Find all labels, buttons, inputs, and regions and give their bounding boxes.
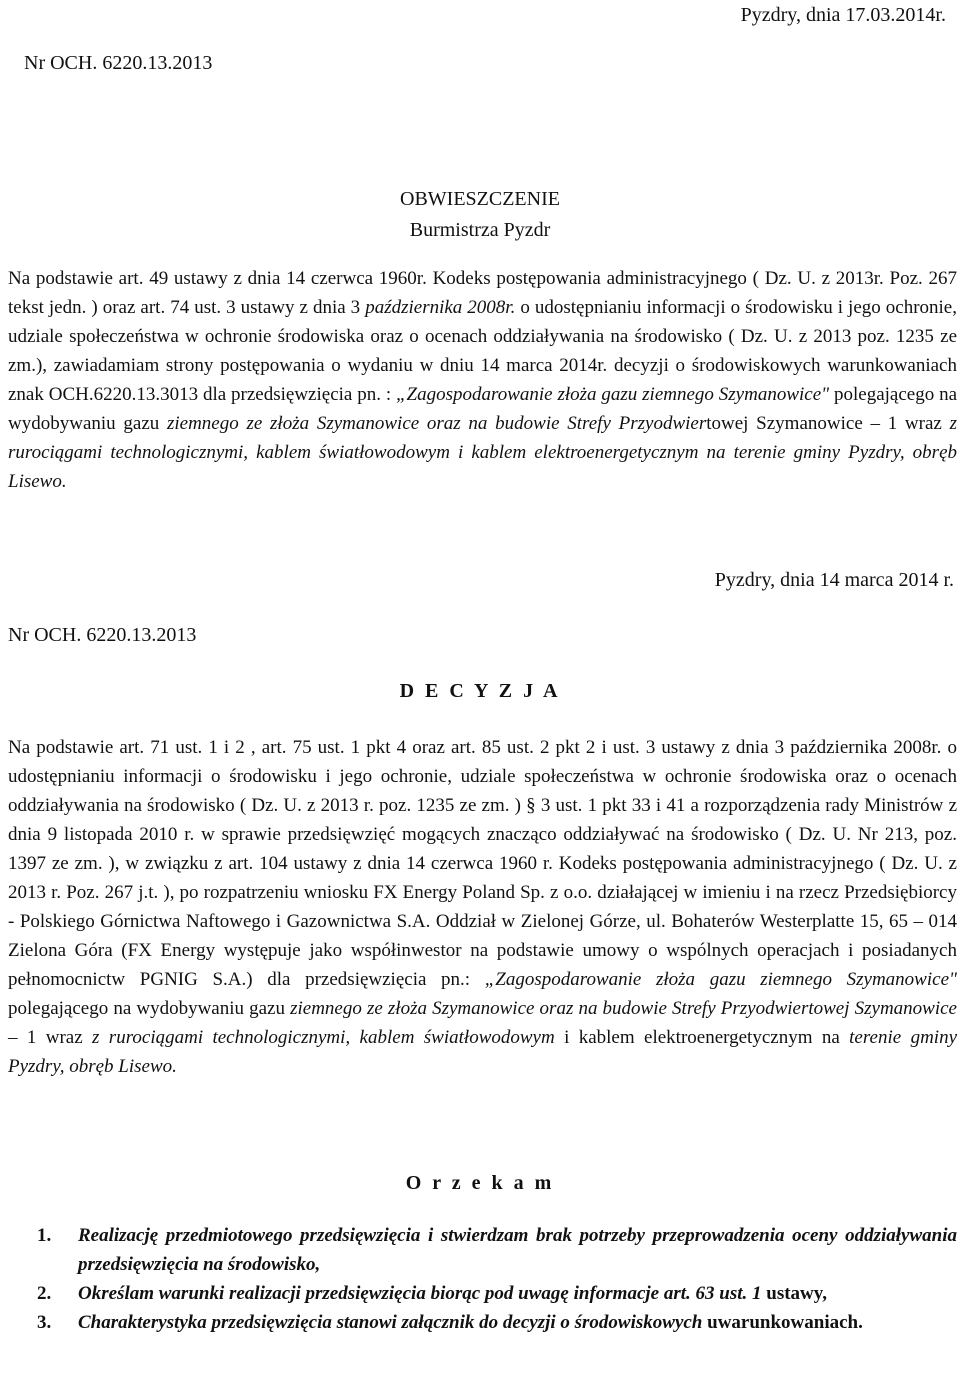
decision-title: D E C Y Z J A — [399, 680, 561, 702]
list-item-number: 3. — [37, 1312, 52, 1333]
list-item-tail: ustawy, — [761, 1283, 827, 1304]
list-item — [37, 1279, 957, 1308]
decision-reference-number: Nr OCH. 6220.13.2013 — [8, 624, 197, 646]
announcement-text-middle: o udostępnianiu informacji o środowisku i jego ochronie, udziale społeczeństwa w ochronie środowiska oraz o ocenach oddziaływania na środowisko ( Dz. U. z 2013 poz. 1235 ze zm.), zawiadamiam strony postępowania o wydaniu w dniu 14 marca 2014r. decyzji o środowiskowych warunkowaniach znak OCH.6220.13.3013 dla przedsięwzięcia pn. : — [8, 297, 957, 405]
list-item-text: Określam warunki realizacji przedsięwzięcia biorąc pod uwagę informacje art. 63 ust. 1 — [78, 1283, 762, 1304]
announcement-text-italic-3: z rurociągami technologicznymi, kablem światłowodowym i kablem elektroenergetycznym na terenie gminy Pyzdry, obręb Lisewo. — [8, 413, 957, 492]
list-item-text: Realizację przedmiotowego przedsięwzięcia i stwierdzam brak potrzeby przeprowadzenia oceny oddziaływania przedsięwzięcia na środowisko, — [78, 1225, 957, 1275]
announcement-heading — [0, 184, 960, 246]
decision-text-mid-1: polegającego na wydobywaniu gazu — [8, 998, 291, 1019]
orzekam-list — [37, 1221, 957, 1337]
decision-date: Pyzdry, dnia 14 marca 2014 r. — [714, 569, 954, 591]
decision-project-name: „Zagospodarowanie złoża gazu ziemnego Szymanowice" — [484, 969, 957, 990]
announcement-project-name: „Zagospodarowanie złoża gazu ziemnego Szymanowice" — [395, 384, 830, 405]
orzekam-heading: O r z e k a m — [405, 1172, 555, 1194]
announcement-paragraph — [8, 264, 957, 496]
list-item — [37, 1221, 957, 1279]
list-item-tail: uwarunkowaniach. — [702, 1312, 863, 1333]
decision-text-italic-3: z rurociągami technologicznymi, kablem światłowodowym — [92, 1027, 555, 1048]
decision-text-start: Na podstawie art. 71 ust. 1 i 2 , art. 75 ust. 1 pkt 4 oraz art. 85 ust. 2 pkt 2 i ust. 3 ustawy z dnia 3 października 2008r. o udostępnianiu informacji o środowisku i jego ochronie, udziale społeczeństwa w ochronie środowiska oraz o ocenach oddziaływania na środowisko ( Dz. U. z 2013 r. poz. 1235 ze zm. ) § 3 ust. 1 pkt 33 i 41 a rozporządzenia rady Ministrów z dnia 9 listopada 2010 r. w sprawie przedsięwzięć mogących znacząco oddziaływać na środowisko ( Dz. U. Nr 213, poz. 1397 ze zm. ), w związku z art. 104 ustawy z dnia 14 czerwca 1960 r. Kodeks postępowania administracyjnego ( Dz. U. z 2013 r. Poz. 267 j.t. ), po rozpatrzeniu wniosku FX Energy Poland Sp. z o.o. działającej w imieniu i na rzecz Przedsiębiorcy - Polskiego Górnictwa Naftowego i Gazownictwa S.A. Oddział w Zielonej Górze, ul. Bohaterów Westerplatte 15, 65 – 014 Zielona Góra (FX Energy występuje jako współinwestor na podstawie umowy o wspólnych operacjach i posiadanych pełnomocnictw PGNIG S.A.) dla przedsięwzięcia pn.: — [8, 737, 957, 990]
announcement-title: OBWIESZCZENIE — [400, 188, 560, 210]
announcement-subtitle: Burmistrza Pyzdr — [409, 219, 551, 241]
list-item — [37, 1308, 957, 1337]
announcement-text-mid-2: towej Szymanowice – 1 wraz — [706, 413, 950, 434]
announcement-reference-number: Nr OCH. 6220.13.2013 — [24, 52, 213, 74]
decision-text-mid-2: – 1 wraz — [8, 1027, 93, 1048]
list-item-number: 2. — [37, 1283, 52, 1304]
decision-text-italic-2: ziemnego ze złoża Szymanowice oraz na budowie Strefy Przyodwiertowej Szymanowice — [290, 998, 957, 1019]
list-item-number: 1. — [37, 1225, 52, 1246]
announcement-date: Pyzdry, dnia 17.03.2014r. — [740, 4, 946, 26]
announcement-text-start: Na podstawie art. 49 ustawy z dnia 14 czerwca 1960r. Kodeks postępowania administracyjnego ( Dz. U. z 2013r. Poz. 267 tekst jedn. ) oraz art. 74 ust. 3 ustawy z dnia 3 — [8, 268, 957, 318]
decision-text-italic-4: terenie gminy Pyzdry, obręb Lisewo. — [8, 1027, 958, 1077]
decision-paragraph — [8, 733, 957, 1081]
announcement-text-italic-date: października 2008r. — [365, 297, 516, 318]
announcement-text-mid-1: polegającego na wydobywaniu gazu — [8, 384, 958, 434]
list-item-text: Charakterystyka przedsięwzięcia stanowi załącznik do decyzji o środowiskowych — [78, 1312, 703, 1333]
announcement-text-italic-2: ziemnego ze złoża Szymanowice oraz na budowie Strefy Przyodwier — [166, 413, 707, 434]
decision-text-mid-3: i kablem elektroenergetycznym na — [554, 1027, 850, 1048]
